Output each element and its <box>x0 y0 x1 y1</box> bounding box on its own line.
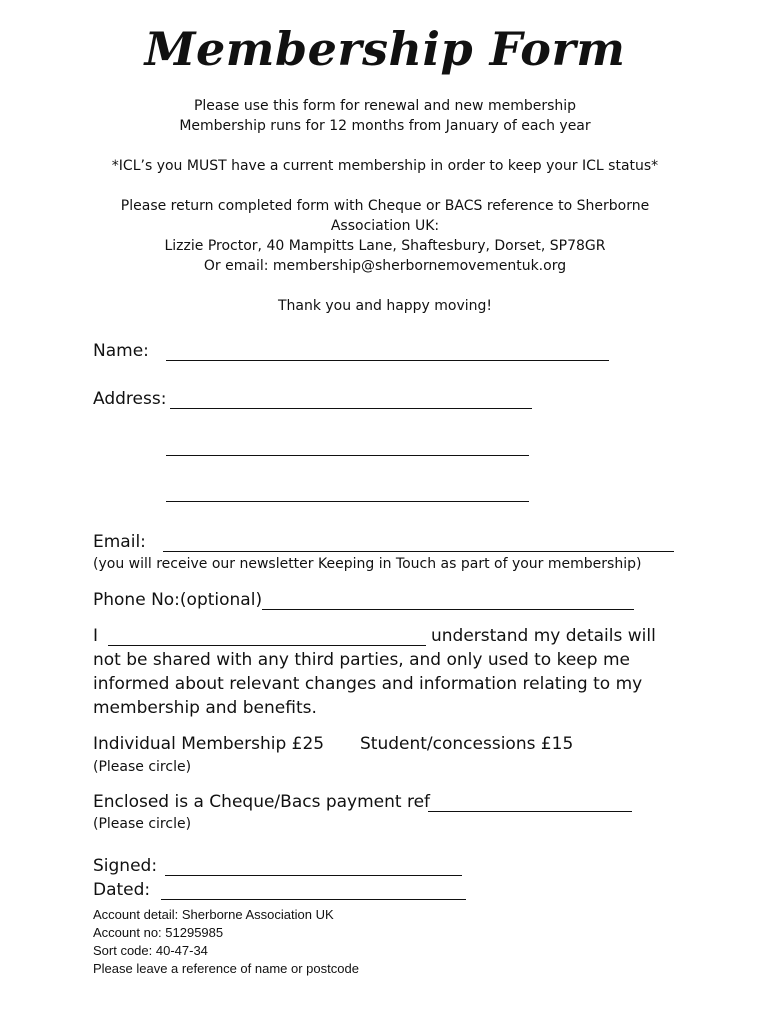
name-field[interactable] <box>166 360 609 361</box>
consent-i-label: I <box>93 626 99 646</box>
please-circle-note-2: (Please circle) <box>93 816 192 832</box>
please-circle-note-1: (Please circle) <box>93 759 192 775</box>
intro-line-2: Membership runs for 12 months from January of each year <box>179 118 591 134</box>
intro-line-1: Please use this form for renewal and new membership <box>193 98 577 114</box>
payment-ref-label: Enclosed is a Cheque/Bacs payment ref <box>93 792 431 812</box>
consent-name-field[interactable] <box>108 645 426 646</box>
consent-text-line-4: membership and benefits. <box>93 698 317 718</box>
email-newsletter-note: (you will receive our newsletter Keeping in Touch as part of your membership) <box>93 556 642 572</box>
name-label: Name: <box>93 341 149 361</box>
account-number: Account no: 51295985 <box>93 925 224 940</box>
address-field-line-2[interactable] <box>166 455 529 456</box>
email-label: Email: <box>93 532 146 552</box>
phone-field[interactable] <box>262 609 634 610</box>
phone-label: Phone No:(optional) <box>93 590 263 610</box>
consent-text-start: understand my details will <box>431 626 656 646</box>
consent-text-line-2: not be shared with any third parties, and only used to keep me <box>93 650 630 670</box>
dated-label: Dated: <box>93 880 151 900</box>
sort-code: Sort code: 40-47-34 <box>93 943 208 958</box>
account-detail: Account detail: Sherborne Association UK <box>93 907 334 922</box>
page-title: Membership Form <box>144 22 626 76</box>
email-field[interactable] <box>163 551 674 552</box>
signed-label: Signed: <box>93 856 158 876</box>
return-instructions-line-1: Please return completed form with Cheque or BACS reference to Sherborne <box>120 198 650 214</box>
date-field[interactable] <box>161 899 466 900</box>
signature-field[interactable] <box>165 875 462 876</box>
return-instructions-line-2: Association UK: <box>330 218 440 234</box>
address-label: Address: <box>93 389 167 409</box>
reference-note: Please leave a reference of name or postcode <box>93 961 359 976</box>
thank-you-message: Thank you and happy moving! <box>277 298 493 314</box>
contact-email: Or email: membership@sherbornemovementuk.org <box>203 258 567 274</box>
student-membership-option[interactable]: Student/concessions £15 <box>360 734 574 754</box>
consent-text-line-3: informed about relevant changes and information relating to my <box>93 674 643 694</box>
individual-membership-option[interactable]: Individual Membership £25 <box>93 734 325 754</box>
icl-notice: *ICL’s you MUST have a current membership in order to keep your ICL status* <box>111 158 659 174</box>
payment-ref-field[interactable] <box>428 811 632 812</box>
postal-address: Lizzie Proctor, 40 Mampitts Lane, Shaftesbury, Dorset, SP78GR <box>164 238 606 254</box>
address-field-line-1[interactable] <box>170 408 532 409</box>
address-field-line-3[interactable] <box>166 501 529 502</box>
